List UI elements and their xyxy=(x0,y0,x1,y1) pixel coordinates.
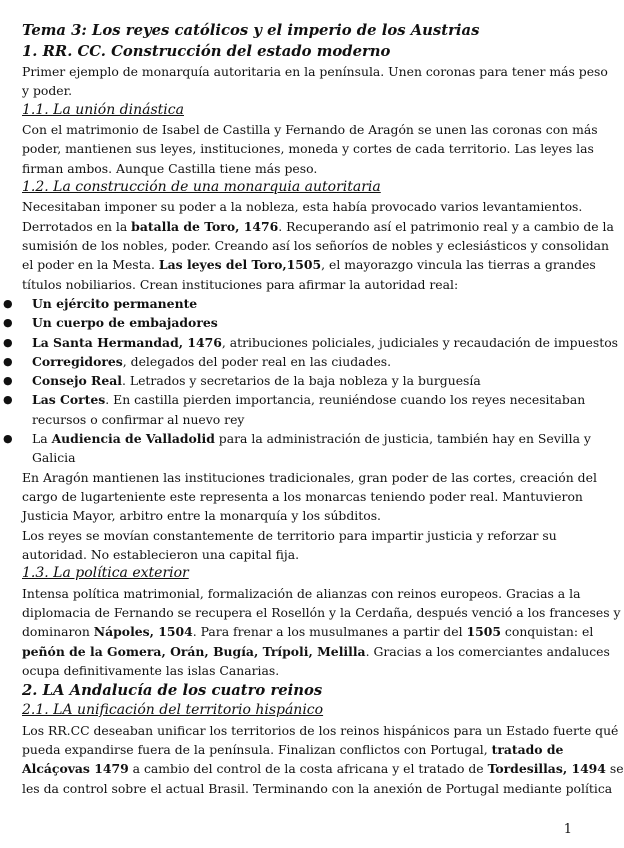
section-2-1-line xyxy=(22,759,624,778)
section-1-3-line: diplomacia de Fernando se recupera el Rosellón y la Cerdaña, después venció a los franceses y xyxy=(22,604,621,620)
text-run: , delegados del poder real en las ciudades. xyxy=(122,353,392,369)
section-1-2-line: Justicia Mayor, arbitro entre la monarquía y los súbditos. xyxy=(22,508,381,524)
bold-term: Tordesillas, 1494 xyxy=(487,761,606,777)
text-run: Derrotados en la xyxy=(22,218,132,234)
section-1-2-line: Los reyes se movían constantemente de territorio para impartir justicia y reforzar su xyxy=(22,527,557,543)
section-1-3-line xyxy=(22,622,594,641)
section-1-3-line: Intensa política matrimonial, formalización de alianzas con reinos europeos. Gracias a la xyxy=(22,585,581,601)
text-run: para la administración de justicia, también hay en Sevilla y xyxy=(214,431,591,447)
bullet-icon: ● xyxy=(3,296,13,310)
text-run: . En castilla pierden importancia, reuniéndose cuando los reyes necesitaban xyxy=(105,392,586,408)
bold-term: Las leyes del Toro,1505 xyxy=(158,257,322,273)
section-1-heading: 1. RR. CC. Construcción del estado moderno xyxy=(22,43,391,60)
section-1-2-line: títulos nobiliarios. Crean instituciones para afirmar la autoridad real: xyxy=(22,276,459,292)
section-1-line: y poder. xyxy=(22,83,73,99)
text-run: dominaron xyxy=(22,624,94,640)
section-1-2-line: Necesitaban imponer su poder a la nobleza, esta había provocado varios levantamientos. xyxy=(22,199,583,215)
document-page xyxy=(3,20,624,798)
list-item xyxy=(3,352,588,371)
text-run: a cambio del control de la costa africana y el tratado de xyxy=(128,761,488,777)
bold-term: Audiencia de Valladolid xyxy=(51,431,215,447)
list-item xyxy=(3,294,588,313)
section-1-1-line: Con el matrimonio de Isabel de Castilla y Fernando de Aragón se unen las coronas con más xyxy=(22,122,598,138)
section-1-2-line: En Aragón mantienen las instituciones tradicionales, gran poder de las cortes, creación del xyxy=(22,469,597,485)
section-1-1-heading: 1.1. La unión dinástica xyxy=(22,101,184,118)
bold-term: Corregidores xyxy=(32,353,123,369)
list-item-line: recursos o confirmar al nuevo rey xyxy=(32,411,245,427)
section-2-1-line xyxy=(22,740,588,759)
section-1-3-line xyxy=(22,642,610,661)
bullet-icon: ● xyxy=(3,354,13,368)
list-item xyxy=(3,371,588,390)
section-1-3-heading: 1.3. La política exterior xyxy=(22,565,189,582)
institutions-list xyxy=(3,294,619,468)
list-item-line: Galicia xyxy=(32,450,76,466)
bold-term: tratado de xyxy=(491,741,564,757)
section-1-line: Primer ejemplo de monarquía autoritaria en la península. Unen coronas para tener más peso xyxy=(22,64,608,79)
bullet-icon: ● xyxy=(3,335,13,349)
list-item-line xyxy=(3,429,591,448)
section-1-1-line: firman ambos. Aunque Castilla tiene más peso. xyxy=(22,160,318,176)
section-1-2-heading: 1.2. La construcción de una monarquia autoritaria xyxy=(22,178,381,195)
bold-term: batalla de Toro, 1476 xyxy=(131,218,279,234)
bullet-icon: ● xyxy=(3,374,13,388)
section-1-2-line xyxy=(22,217,614,236)
page-number: 1 xyxy=(563,822,572,837)
list-item-line xyxy=(3,390,588,409)
section-2-1-heading: 2.1. LA unificación del territorio hispánico xyxy=(22,702,324,719)
bold-term: Un cuerpo de embajadores xyxy=(32,315,218,331)
bold-term: Nápoles, 1504 xyxy=(93,624,193,640)
bold-term: La Santa Hermandad, 1476 xyxy=(32,334,222,350)
bullet-icon: ● xyxy=(3,393,13,407)
bold-term: Las Cortes xyxy=(32,392,106,408)
bold-term: Consejo Real xyxy=(32,373,122,389)
list-item xyxy=(3,333,619,352)
text-run: La xyxy=(32,431,52,447)
list-item xyxy=(3,390,588,429)
section-1-1-line: poder, mantienen sus leyes, instituciones, moneda y cortes de cada territorio. Las leyes las xyxy=(22,141,594,157)
list-item xyxy=(3,429,591,468)
text-run: , atribuciones policiales, judiciales y recaudación de impuestos xyxy=(221,334,619,350)
bullet-icon: ● xyxy=(3,316,13,330)
section-1-2-line: sumisión de los nobles, poder. Creando así los señoríos de nobles y eclesiásticos y consolidan xyxy=(22,238,609,254)
list-item xyxy=(3,313,588,332)
text-run: el poder en la Mesta. xyxy=(22,257,159,273)
bold-term: 1505 xyxy=(466,624,501,640)
bold-term: peñón de la Gomera, Orán, Bugía, Trípoli, Melilla xyxy=(22,643,366,659)
text-run: . Letrados y secretarios de la baja nobleza y la burguesía xyxy=(121,373,481,389)
document-title: Tema 3: Los reyes católicos y el imperio de los Austrias xyxy=(22,22,480,39)
section-1-2-line: cargo de lugarteniente este representa a los monarcas teniendo poder real. Mantuvieron xyxy=(22,488,583,504)
bullet-icon: ● xyxy=(3,432,13,446)
text-run: , el mayorazgo vincula las tierras a grandes xyxy=(321,257,596,273)
bold-term: Alcáçovas 1479 xyxy=(22,761,129,777)
section-2-heading: 2. LA Andalucía de los cuatro reinos xyxy=(22,682,323,700)
section-2-1-line: Los RR.CC deseaban unificar los territorios de los reinos hispánicos para un Estado fuerte qué xyxy=(22,722,619,738)
text-run: conquistan: el xyxy=(500,624,594,640)
section-1-3-line: ocupa definitivamente las islas Canarias. xyxy=(22,662,280,678)
section-1-2-line xyxy=(22,255,596,274)
text-run: . Gracias a los comerciantes andaluces xyxy=(365,643,610,659)
section-1-2-line: autoridad. No establecieron una capital fija. xyxy=(22,546,300,562)
bold-term: Un ejército permanente xyxy=(32,295,198,311)
text-run: pueda expandirse fuera de la península. Finalizan conflictos con Portugal, xyxy=(22,741,492,757)
text-run: . Recuperando así el patrimonio real y a cambio de la xyxy=(278,218,614,234)
section-2-1-line: les da control sobre el actual Brasil. Terminando con la anexión de Portugal mediante política xyxy=(22,780,613,796)
text-run: se xyxy=(605,761,624,777)
text-run: . Para frenar a los musulmanes a partir del xyxy=(192,624,467,640)
